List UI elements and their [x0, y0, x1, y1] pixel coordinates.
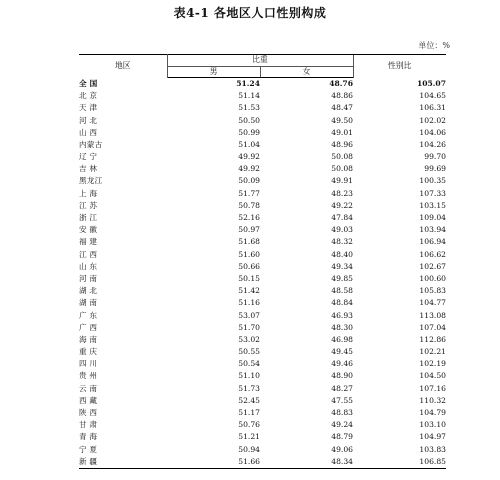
table-row — [79, 444, 446, 456]
region-cell: 湖 北 — [79, 286, 98, 296]
table-row — [79, 371, 446, 383]
female-percent-cell: 48.76 — [329, 78, 353, 88]
male-percent-cell: 51.66 — [167, 456, 260, 469]
header-female: 女 — [260, 66, 353, 78]
female-percent-cell: 49.34 — [331, 261, 353, 271]
female-percent-cell: 48.86 — [331, 91, 353, 101]
sex-ratio-cell: 99.70 — [424, 152, 446, 162]
male-percent-cell: 51.42 — [238, 286, 260, 296]
male-percent-cell: 50.50 — [238, 115, 260, 125]
region-cell: 陕 西 — [79, 408, 98, 418]
sex-ratio-cell: 102.21 — [419, 347, 446, 357]
table-row — [79, 346, 446, 358]
table-row — [79, 273, 446, 285]
table-row — [79, 90, 446, 102]
female-percent-cell: 48.79 — [331, 432, 353, 442]
region-cell: 广 东 — [79, 310, 98, 320]
table-row — [79, 456, 446, 469]
sex-ratio-cell: 110.32 — [419, 395, 446, 405]
sex-ratio-cell: 105.83 — [419, 286, 446, 296]
sex-ratio-cell: 103.83 — [419, 444, 446, 454]
region-cell: 河 南 — [79, 273, 98, 283]
region-cell: 全 国 — [79, 78, 98, 88]
male-percent-cell: 50.54 — [238, 359, 260, 369]
female-percent-cell: 48.47 — [331, 103, 353, 113]
male-percent-cell: 49.92 — [238, 164, 260, 174]
male-percent-cell: 53.07 — [238, 310, 260, 320]
male-percent-cell: 52.16 — [238, 213, 260, 223]
table-row — [79, 151, 446, 163]
table-title: 表4-1 各地区人口性别构成 — [173, 6, 327, 20]
male-percent-cell: 50.76 — [238, 420, 260, 430]
sex-ratio-cell: 100.35 — [419, 176, 446, 186]
male-percent-cell: 51.53 — [238, 103, 260, 113]
region-cell: 云 南 — [79, 383, 98, 393]
female-percent-cell: 47.84 — [331, 213, 353, 223]
sex-ratio-cell: 103.15 — [419, 200, 446, 210]
sex-composition-table — [79, 54, 446, 469]
sex-ratio-cell: 99.69 — [424, 164, 446, 174]
female-percent-cell: 46.98 — [331, 334, 353, 344]
region-cell: 甘 肃 — [79, 420, 98, 430]
table-row — [79, 298, 446, 310]
table-row — [79, 127, 446, 139]
female-percent-cell: 48.34 — [260, 456, 353, 469]
female-percent-cell: 49.01 — [331, 127, 353, 137]
female-percent-cell: 48.58 — [331, 286, 353, 296]
region-cell: 辽 宁 — [79, 152, 98, 162]
female-percent-cell: 48.84 — [331, 298, 353, 308]
table-row — [79, 285, 446, 297]
male-percent-cell: 50.66 — [238, 261, 260, 271]
sex-ratio-cell: 105.07 — [416, 78, 446, 88]
table-row — [79, 164, 446, 176]
region-cell: 四 川 — [79, 359, 98, 369]
table-row — [79, 419, 446, 431]
male-percent-cell: 51.70 — [238, 322, 260, 332]
region-cell: 宁 夏 — [79, 444, 98, 454]
table-row — [79, 212, 446, 224]
table-body — [79, 78, 446, 469]
male-percent-cell: 51.14 — [238, 91, 260, 101]
sex-ratio-cell: 102.67 — [419, 261, 446, 271]
region-cell: 重 庆 — [79, 347, 98, 357]
sex-ratio-cell: 104.79 — [419, 408, 446, 418]
sex-ratio-cell: 106.85 — [353, 456, 446, 469]
sex-ratio-cell: 104.97 — [419, 432, 446, 442]
sex-ratio-cell: 107.33 — [419, 188, 446, 198]
male-percent-cell: 50.15 — [238, 273, 260, 283]
sex-ratio-cell: 106.62 — [419, 249, 446, 259]
male-percent-cell: 51.10 — [238, 371, 260, 381]
male-percent-cell: 49.92 — [238, 152, 260, 162]
header-region: 地区 — [79, 55, 167, 78]
sex-ratio-cell: 103.94 — [419, 225, 446, 235]
table-row — [79, 334, 446, 346]
male-percent-cell: 51.60 — [238, 249, 260, 259]
region-cell: 北 京 — [79, 91, 98, 101]
region-cell: 西 藏 — [79, 395, 98, 405]
region-cell: 青 海 — [79, 432, 98, 442]
table-row — [79, 176, 446, 188]
male-percent-cell: 51.04 — [238, 139, 260, 149]
table-row — [79, 322, 446, 334]
header-proportion: 比重 — [167, 55, 353, 67]
female-percent-cell: 49.22 — [331, 200, 353, 210]
female-percent-cell: 48.40 — [331, 249, 353, 259]
table-row — [79, 432, 446, 444]
sex-ratio-cell: 102.02 — [419, 115, 446, 125]
female-percent-cell: 48.32 — [331, 237, 353, 247]
table-row — [79, 383, 446, 395]
table-row — [79, 115, 446, 127]
female-percent-cell: 49.50 — [331, 115, 353, 125]
male-percent-cell: 51.24 — [236, 78, 260, 88]
table-row — [79, 224, 446, 236]
region-cell: 海 南 — [79, 334, 98, 344]
region-cell: 内蒙古 — [79, 139, 103, 149]
region-cell: 江 西 — [79, 249, 98, 259]
table-row — [79, 188, 446, 200]
female-percent-cell: 49.45 — [331, 347, 353, 357]
region-cell: 湖 南 — [79, 298, 98, 308]
female-percent-cell: 49.85 — [331, 273, 353, 283]
male-percent-cell: 51.17 — [238, 408, 260, 418]
table-row — [79, 310, 446, 322]
table-row — [79, 78, 446, 91]
female-percent-cell: 48.83 — [331, 408, 353, 418]
female-percent-cell: 49.03 — [331, 225, 353, 235]
region-cell: 安 徽 — [79, 225, 98, 235]
female-percent-cell: 49.24 — [331, 420, 353, 430]
female-percent-cell: 48.90 — [331, 371, 353, 381]
sex-ratio-cell: 100.60 — [419, 273, 446, 283]
female-percent-cell: 49.46 — [331, 359, 353, 369]
female-percent-cell: 46.93 — [331, 310, 353, 320]
male-percent-cell: 51.16 — [238, 298, 260, 308]
region-cell: 天 津 — [79, 103, 98, 113]
sex-ratio-cell: 104.77 — [419, 298, 446, 308]
table-row — [79, 261, 446, 273]
table-row — [79, 237, 446, 249]
sex-ratio-cell: 104.26 — [419, 139, 446, 149]
male-percent-cell: 50.55 — [238, 347, 260, 357]
header-male: 男 — [167, 66, 260, 78]
female-percent-cell: 49.91 — [331, 176, 353, 186]
female-percent-cell: 48.27 — [331, 383, 353, 393]
sex-ratio-cell: 109.04 — [419, 213, 446, 223]
male-percent-cell: 52.45 — [238, 395, 260, 405]
sex-ratio-cell: 104.06 — [419, 127, 446, 137]
region-cell: 山 西 — [79, 127, 98, 137]
region-cell: 黑龙江 — [79, 176, 103, 186]
region-cell: 江 苏 — [79, 200, 98, 210]
sex-ratio-cell: 113.08 — [419, 310, 446, 320]
male-percent-cell: 50.78 — [238, 200, 260, 210]
table-row — [79, 395, 446, 407]
female-percent-cell: 50.08 — [331, 152, 353, 162]
male-percent-cell: 50.99 — [238, 127, 260, 137]
sex-ratio-cell: 104.65 — [419, 91, 446, 101]
male-percent-cell: 51.21 — [238, 432, 260, 442]
female-percent-cell: 48.30 — [331, 322, 353, 332]
region-cell: 福 建 — [79, 237, 98, 247]
male-percent-cell: 50.09 — [238, 176, 260, 186]
female-percent-cell: 48.23 — [331, 188, 353, 198]
region-cell: 上 海 — [79, 188, 98, 198]
unit-note: 单位：% — [418, 41, 450, 50]
region-cell: 贵 州 — [79, 371, 98, 381]
female-percent-cell: 47.55 — [331, 395, 353, 405]
region-cell: 浙 江 — [79, 213, 98, 223]
header-sex-ratio: 性别比 — [353, 55, 446, 78]
sex-ratio-cell: 106.94 — [419, 237, 446, 247]
male-percent-cell: 51.68 — [238, 237, 260, 247]
region-cell: 山 东 — [79, 261, 98, 271]
female-percent-cell: 48.96 — [331, 139, 353, 149]
sex-ratio-cell: 106.31 — [419, 103, 446, 113]
region-cell: 新 疆 — [79, 456, 167, 469]
sex-ratio-cell: 112.86 — [419, 334, 446, 344]
female-percent-cell: 50.08 — [331, 164, 353, 174]
table-row — [79, 200, 446, 212]
table-row — [79, 249, 446, 261]
male-percent-cell: 51.77 — [238, 188, 260, 198]
sex-ratio-cell: 103.10 — [419, 420, 446, 430]
sex-ratio-cell: 107.16 — [419, 383, 446, 393]
male-percent-cell: 50.94 — [238, 444, 260, 454]
sex-ratio-cell: 107.04 — [419, 322, 446, 332]
male-percent-cell: 50.97 — [238, 225, 260, 235]
male-percent-cell: 53.02 — [238, 334, 260, 344]
male-percent-cell: 51.73 — [238, 383, 260, 393]
female-percent-cell: 49.06 — [331, 444, 353, 454]
table-row — [79, 139, 446, 151]
table-row — [79, 359, 446, 371]
table-row — [79, 103, 446, 115]
table-row — [79, 407, 446, 419]
region-cell: 吉 林 — [79, 164, 98, 174]
region-cell: 广 西 — [79, 322, 98, 332]
region-cell: 河 北 — [79, 115, 98, 125]
sex-ratio-cell: 104.50 — [419, 371, 446, 381]
sex-ratio-cell: 102.19 — [419, 359, 446, 369]
